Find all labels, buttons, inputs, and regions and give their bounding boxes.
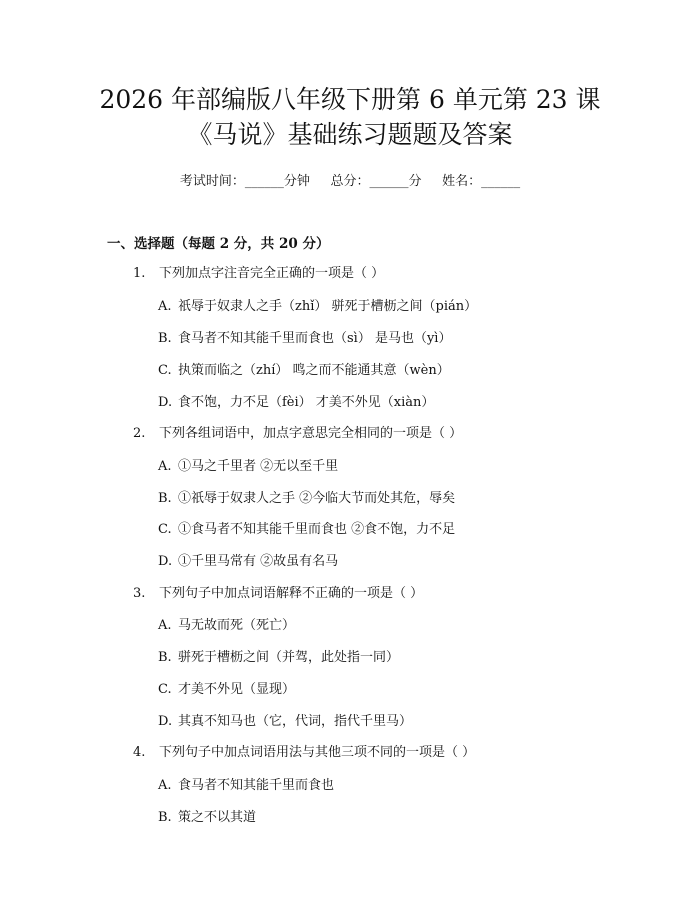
question-number: 2. — [133, 426, 146, 441]
option-text: ①千里马常有 ②故虽有名马 — [178, 554, 339, 569]
option-letter: C. — [158, 682, 172, 697]
option-text: 食马者不知其能千里而食也（sì） 是马也（yì） — [178, 331, 452, 346]
q1-option-a — [158, 295, 477, 314]
q3-option-a — [158, 614, 295, 633]
option-letter: D. — [158, 554, 173, 569]
option-letter: C. — [158, 363, 172, 378]
question-2 — [133, 422, 462, 441]
q3-option-c — [158, 678, 295, 697]
q4-option-b — [158, 806, 256, 825]
option-text: ①食马者不知其能千里而食也 ②食不饱，力不足 — [178, 522, 456, 537]
question-text: 下列加点字注音完全正确的一项是（ ） — [159, 266, 385, 281]
option-text: 执策而临之（zhí） 鸣之而不能通其意（wèn） — [178, 363, 450, 378]
question-number: 3. — [133, 586, 146, 601]
option-text: 食马者不知其能千里而食也 — [178, 778, 335, 793]
option-text: 策之不以其道 — [178, 810, 257, 825]
q3-option-b — [158, 646, 399, 665]
q1-option-b — [158, 327, 451, 346]
exam-info-line: 考试时间：______分钟 总分：______分 姓名：______ — [179, 174, 521, 189]
option-letter: B. — [158, 491, 172, 506]
question-text: 下列各组词语中，加点字意思完全相同的一项是（ ） — [159, 426, 463, 441]
q1-option-d — [158, 391, 434, 410]
option-text: 其真不知马也（它，代词，指代千里马） — [178, 714, 413, 729]
option-text: ①祇辱于奴隶人之手 ②今临大节而处其危，辱矣 — [178, 491, 456, 506]
q2-option-b — [158, 487, 455, 506]
option-letter: A. — [158, 459, 172, 474]
q2-option-d — [158, 550, 338, 569]
option-letter: B. — [158, 650, 172, 665]
option-letter: B. — [158, 810, 172, 825]
option-text: 马无故而死（死亡） — [178, 618, 296, 633]
option-text: 祇辱于奴隶人之手（zhǐ） 骈死于槽枥之间（pián） — [178, 299, 478, 314]
q2-option-a — [158, 455, 338, 474]
q2-option-c — [158, 518, 455, 537]
page-title-line-2: 《马说》基础练习题题及答案 — [187, 120, 513, 149]
option-text: 食不饱，力不足（fèi） 才美不外见（xiàn） — [178, 395, 435, 410]
option-letter: C. — [158, 522, 172, 537]
question-number: 4. — [133, 745, 146, 760]
q1-option-c — [158, 359, 450, 378]
section-heading: 一、选择题（每题 2 分，共 20 分） — [107, 236, 330, 252]
option-letter: D. — [158, 395, 173, 410]
option-letter: A. — [158, 299, 172, 314]
question-3 — [133, 582, 423, 601]
q3-option-d — [158, 710, 412, 729]
q4-option-a — [158, 774, 334, 793]
option-letter: A. — [158, 618, 172, 633]
question-1 — [133, 262, 384, 281]
question-4 — [133, 741, 475, 760]
option-text: 骈死于槽枥之间（并驾，此处指一同） — [178, 650, 400, 665]
option-letter: A. — [158, 778, 172, 793]
option-letter: D. — [158, 714, 173, 729]
question-text: 下列句子中加点词语用法与其他三项不同的一项是（ ） — [159, 745, 476, 760]
page-title-line-1: 2026 年部编版八年级下册第 6 单元第 23 课 — [99, 85, 601, 114]
question-number: 1. — [133, 266, 146, 281]
option-letter: B. — [158, 331, 172, 346]
question-text: 下列句子中加点词语解释不正确的一项是（ ） — [159, 586, 424, 601]
option-text: 才美不外见（显现） — [178, 682, 296, 697]
option-text: ①马之千里者 ②无以至千里 — [178, 459, 339, 474]
